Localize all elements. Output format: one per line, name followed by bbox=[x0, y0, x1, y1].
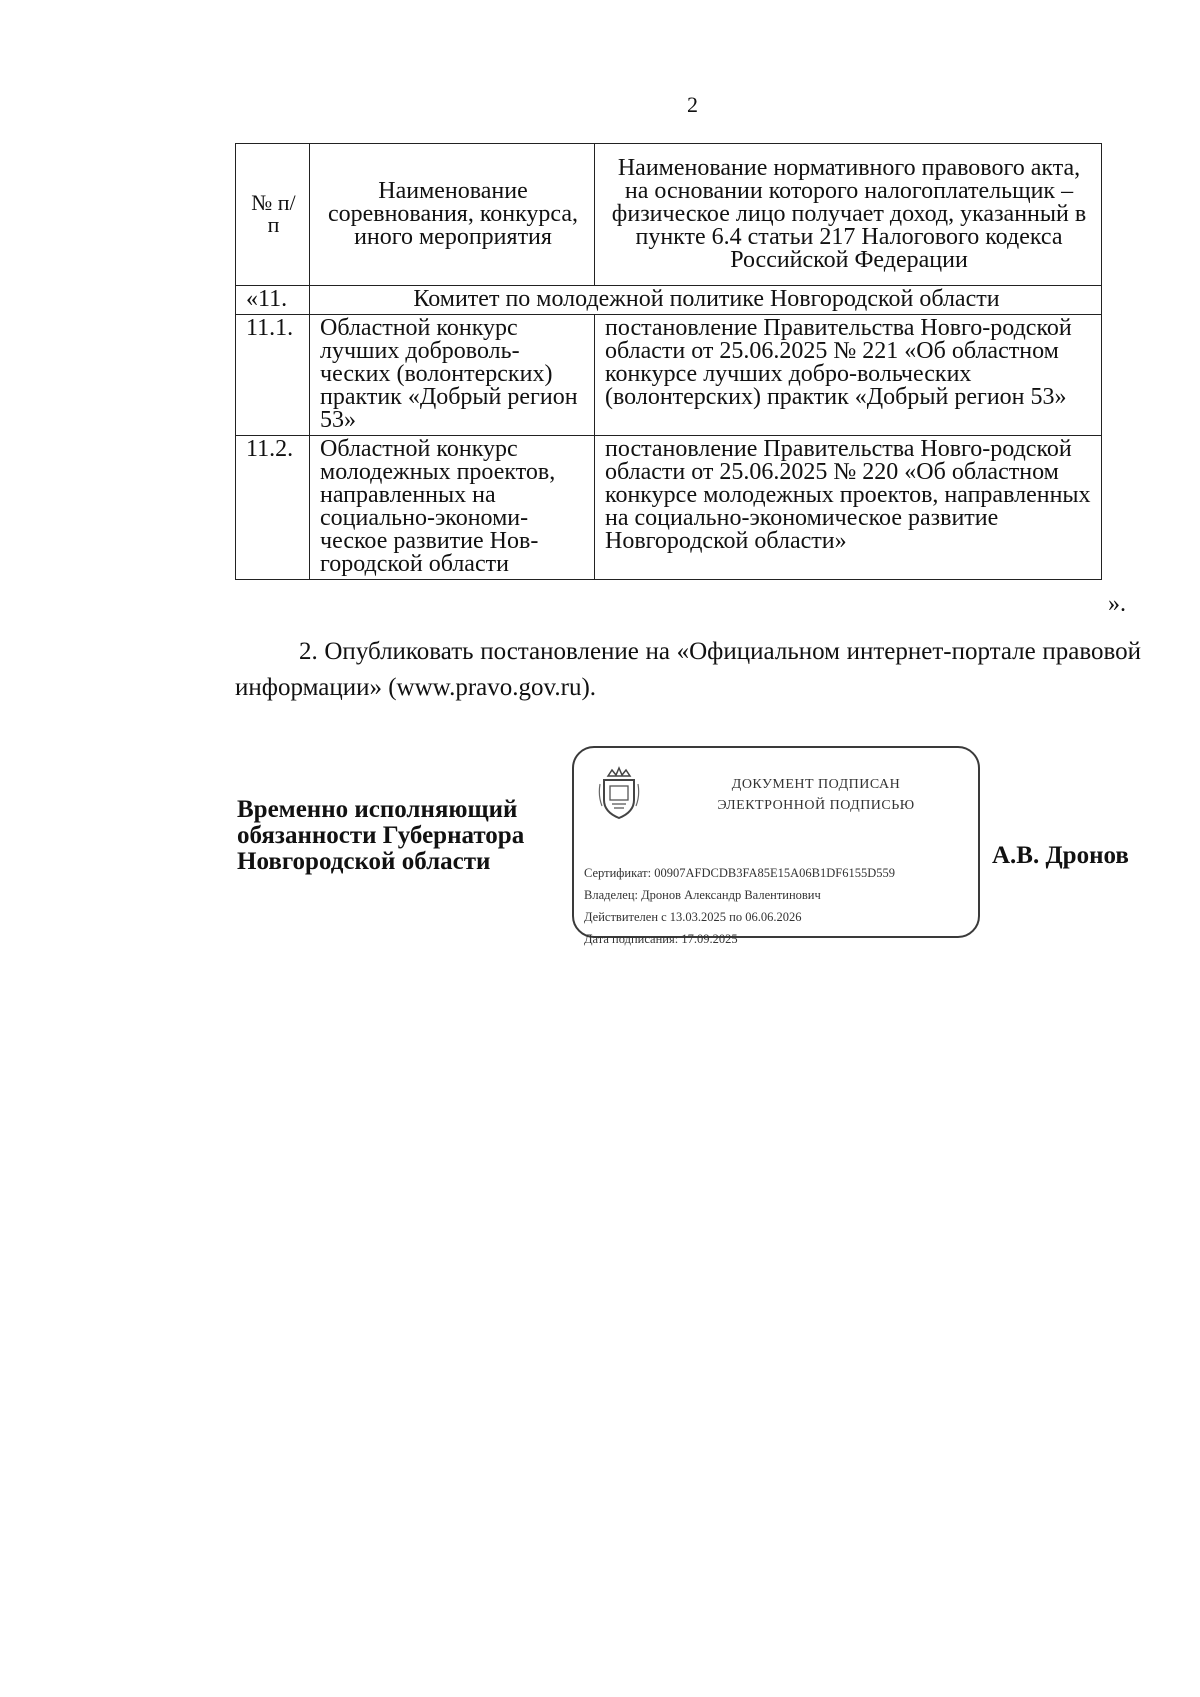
signer-name: А.В. Дронов bbox=[992, 842, 1129, 869]
signer-position-line: обязанности Губернатора bbox=[237, 822, 525, 849]
closing-quote-mark: ». bbox=[1108, 591, 1126, 617]
table-row bbox=[236, 436, 1102, 580]
row-number: 11.1. bbox=[236, 315, 310, 436]
section-number: «11. bbox=[236, 286, 310, 315]
section-name: Комитет по молодежной политике Новгородской области bbox=[310, 286, 1102, 315]
row-legal-act: постановление Правительства Новго-родской области от 25.06.2025 № 220 «Об областном конкурсе молодежных проектов, направленных на социально-экономическое развитие Новгородской области» bbox=[595, 436, 1102, 580]
stamp-title-line: ЭЛЕКТРОННОЙ ПОДПИСЬЮ bbox=[717, 798, 915, 813]
paragraph-text: 2. Опубликовать постановление на «Официальном интернет-портале правовой информации» (www.pravo.gov.ru). bbox=[235, 638, 1141, 701]
coat-of-arms-icon bbox=[596, 766, 642, 820]
competitions-table bbox=[235, 143, 1102, 580]
signer-position-line: Новгородской области bbox=[237, 848, 491, 875]
table-row bbox=[236, 315, 1102, 436]
header-number: № п/п bbox=[236, 144, 310, 286]
table-header-row bbox=[236, 144, 1102, 286]
row-legal-act: постановление Правительства Новго-родской области от 25.06.2025 № 221 «Об областном конкурсе лучших добро-вольческих (волонтерских) практик «Добрый регион 53» bbox=[595, 315, 1102, 436]
stamp-certificate: Сертификат: 00907AFDCDB3FA85E15A06B1DF6155D559 bbox=[584, 866, 895, 880]
electronic-signature-stamp bbox=[572, 746, 980, 946]
header-legal-act: Наименование нормативного правового акта, на основании которого налогоплательщик – физическое лицо получает доход, указанный в пункте 6.4 статьи 217 Налогового кодекса Российской Федерации bbox=[595, 144, 1102, 286]
section-row bbox=[236, 286, 1102, 315]
page-number: 2 bbox=[687, 92, 698, 117]
row-competition-name: Областной конкурс лучших доброволь-ческих (волонтерских) практик «Добрый регион 53» bbox=[310, 315, 595, 436]
signer-position-line: Временно исполняющий bbox=[237, 796, 518, 823]
signer-position bbox=[237, 797, 524, 875]
publication-paragraph bbox=[235, 634, 1141, 706]
row-competition-name: Областной конкурс молодежных проектов, направленных на социально-экономи-ческое развитие Нов-городской области bbox=[310, 436, 595, 580]
stamp-signing-date: Дата подписания: 17.09.2025 bbox=[584, 932, 738, 946]
stamp-title bbox=[666, 774, 966, 816]
header-competition-name: Наименование соревнования, конкурса, иного мероприятия bbox=[310, 144, 595, 286]
stamp-owner: Владелец: Дронов Александр Валентинович bbox=[584, 888, 821, 902]
stamp-title-line: ДОКУМЕНТ ПОДПИСАН bbox=[731, 777, 901, 792]
stamp-validity: Действителен с 13.03.2025 по 06.06.2026 bbox=[584, 910, 802, 924]
stamp-details bbox=[584, 862, 978, 950]
row-number: 11.2. bbox=[236, 436, 310, 580]
